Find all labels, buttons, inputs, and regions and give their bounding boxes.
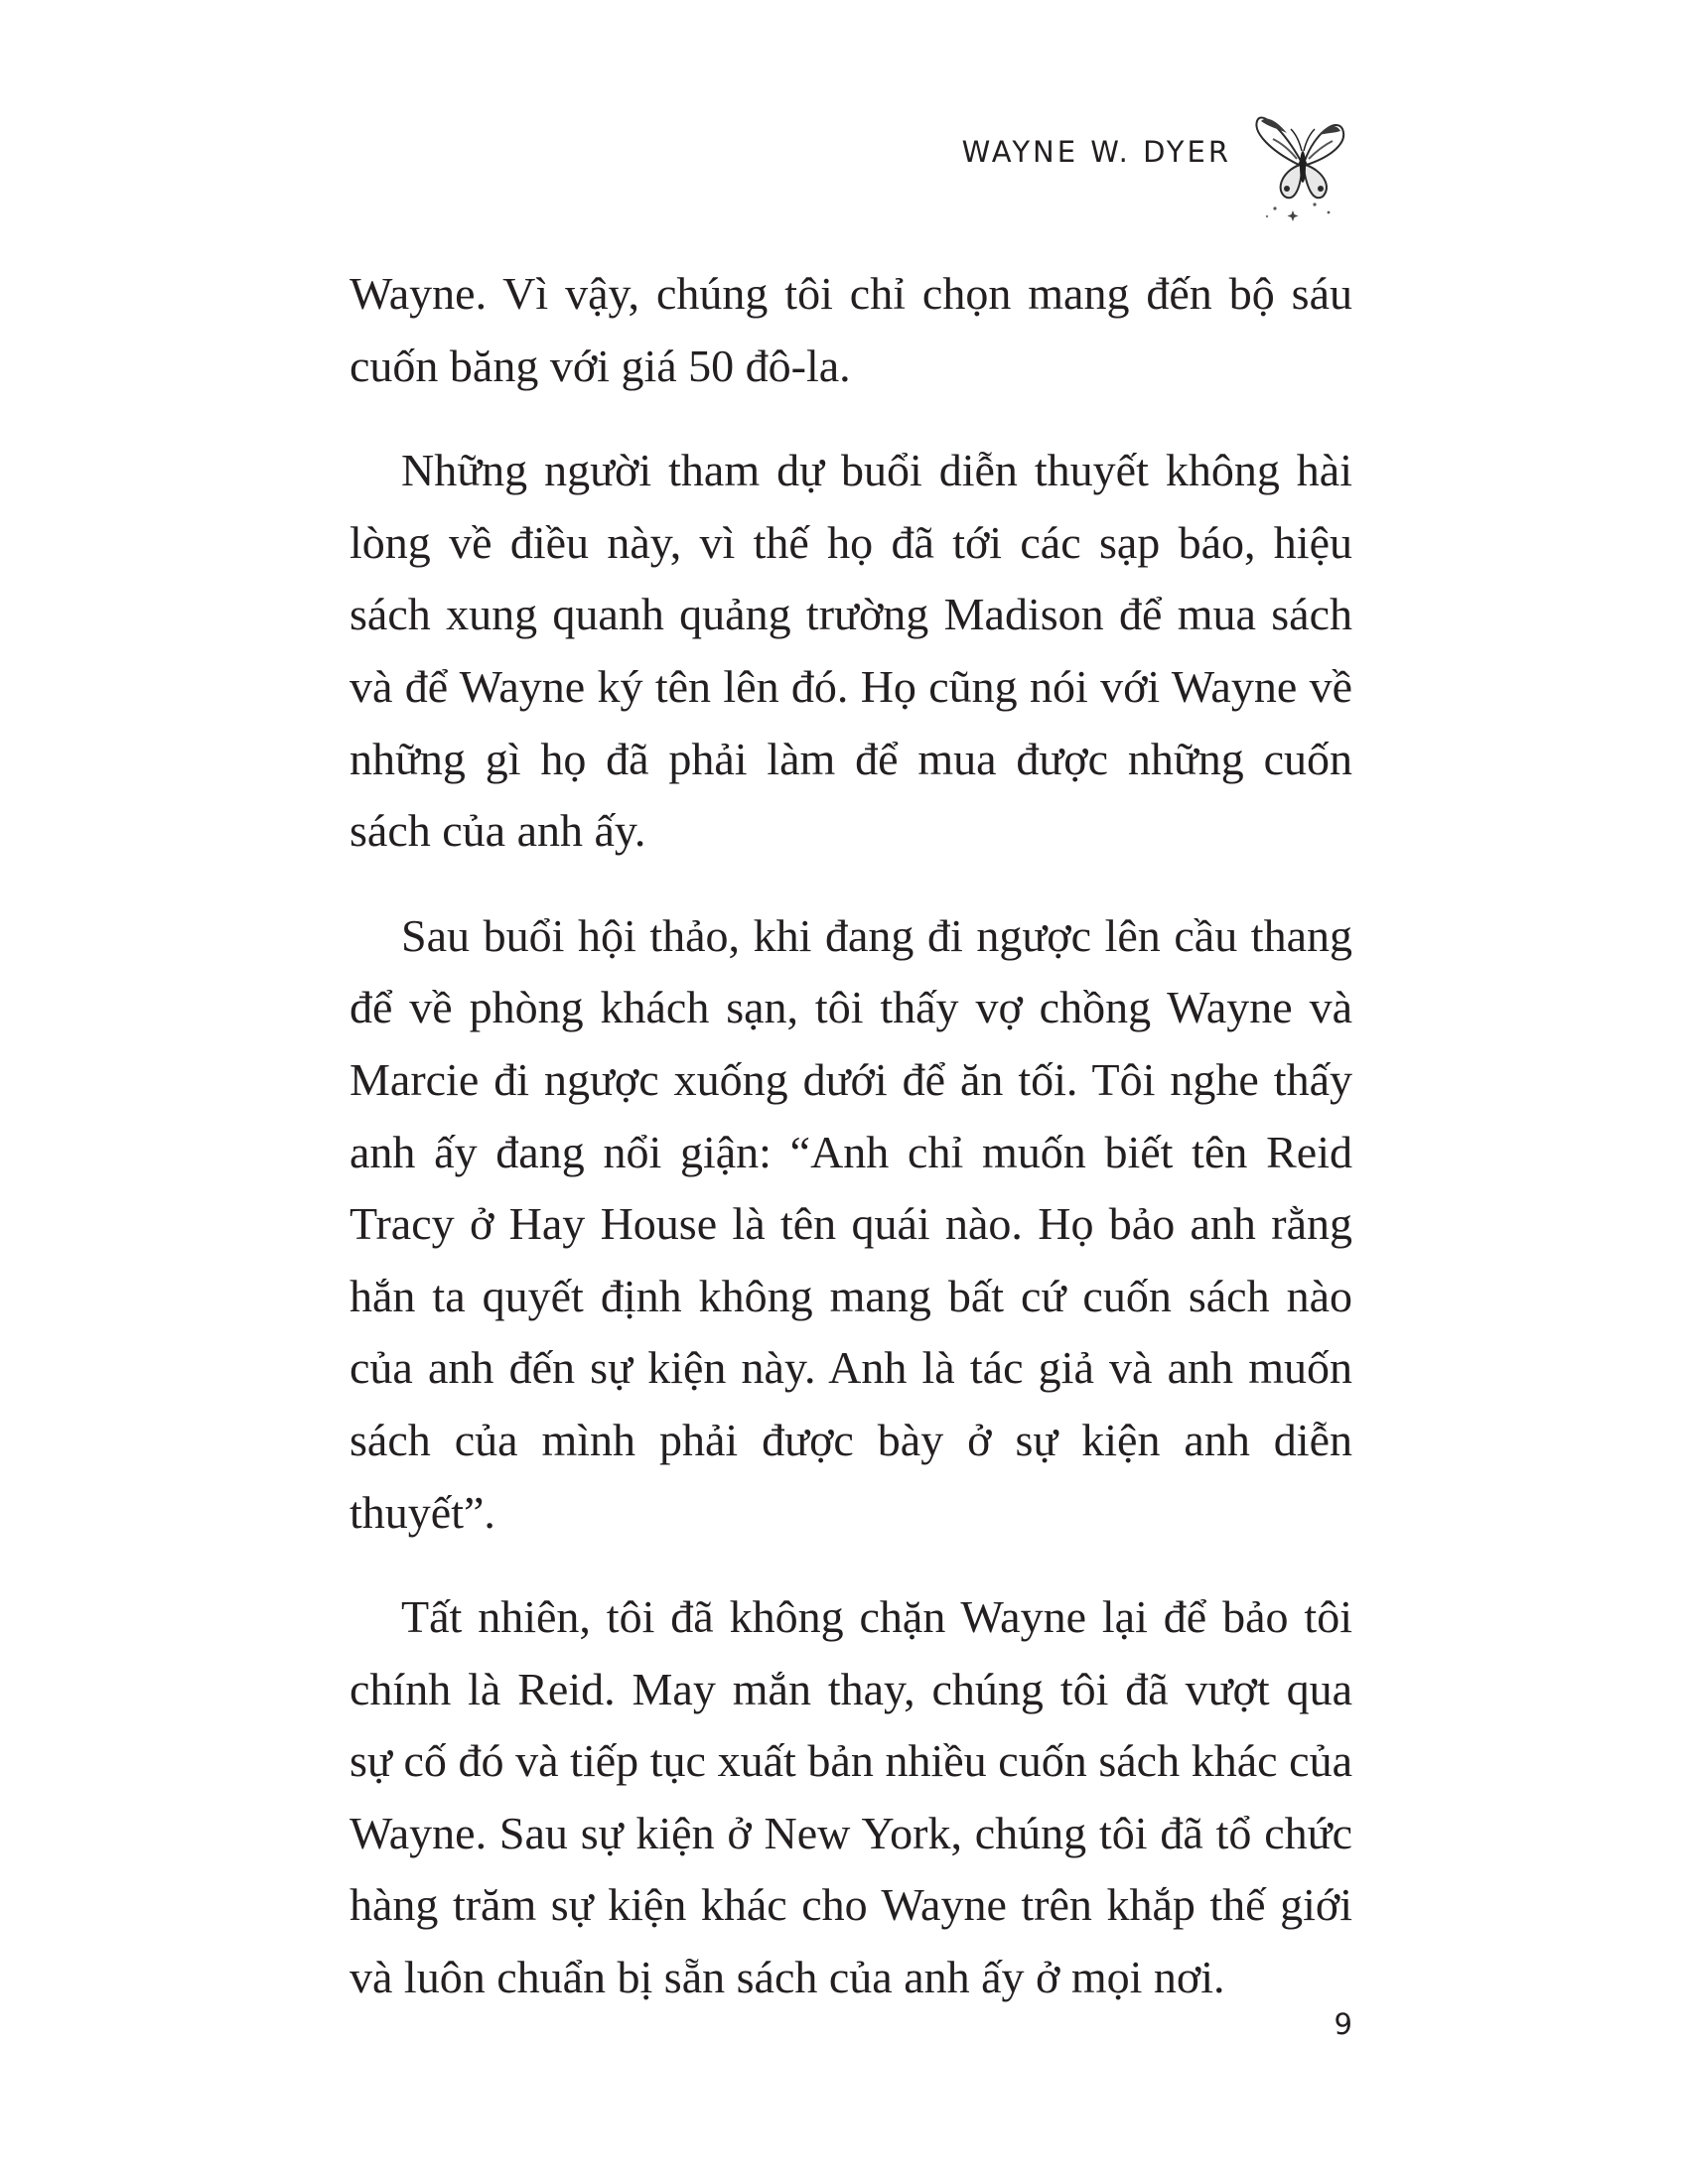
paragraph-3: Sau buổi hội thảo, khi đang đi ngược lên cầu thang để về phòng khách sạn, tôi thấy vợ chồng Wayne và Marcie đi ngược xuống dưới để ăn tối. Tôi nghe thấy anh ấy đang nổi giận: “Anh chỉ muốn biết tên Reid Tracy ở Hay House là tên quái nào. Họ bảo anh rằng hắn ta quyết định không mang bất cứ cuốn sách nào của anh đến sự kiện này. Anh là tác giả và anh muốn sách của mình phải được bày ở sự kiện anh diễn thuyết”. (350, 909, 1352, 1538)
butterfly-icon (1253, 99, 1352, 228)
paragraph-4: Tất nhiên, tôi đã không chặn Wayne lại để bảo tôi chính là Reid. May mắn thay, chúng tôi đã vượt qua sự cố đó và tiếp tục xuất bản nhiều cuốn sách khác của Wayne. Sau sự kiện ở New York, chúng tôi đã tổ chức hàng trăm sự kiện khác cho Wayne trên khắp thế giới và luôn chuẩn bị sẵn sách của anh ấy ở mọi nơi. (350, 1591, 1352, 2003)
body-text (350, 258, 1352, 2047)
paragraph-2: Những người tham dự buổi diễn thuyết không hài lòng về điều này, vì thế họ đã tới các sạp báo, hiệu sách xung quanh quảng trường Madison để mua sách và để Wayne ký tên lên đó. Họ cũng nói với Wayne về những gì họ đã phải làm để mua được những cuốn sách của anh ấy. (350, 445, 1352, 857)
paragraph-1: Wayne. Vì vậy, chúng tôi chỉ chọn mang đến bộ sáu cuốn băng với giá 50 đô-la. (350, 268, 1352, 391)
page-number: 9 (1334, 2007, 1352, 2041)
running-header-author: WAYNE W. DYER (961, 135, 1231, 169)
